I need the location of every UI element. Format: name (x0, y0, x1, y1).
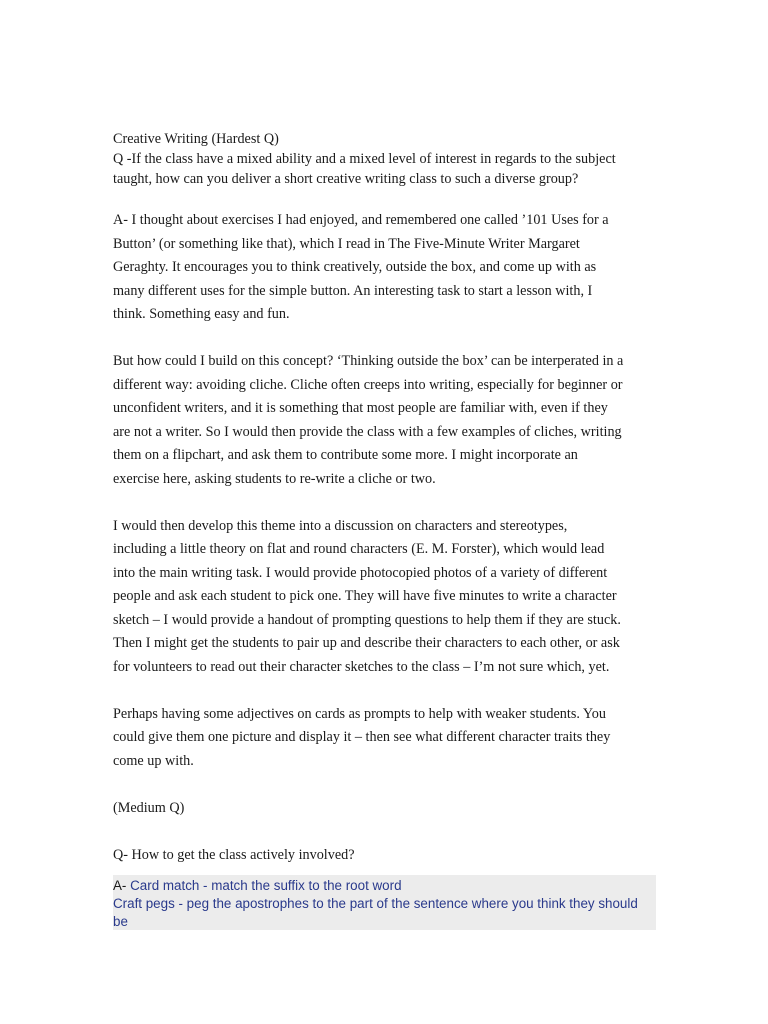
text-line: Button’ (or something like that), which I read in The Five-Minute Writer Margaret (113, 235, 580, 252)
text-line: exercise here, asking students to re-write a cliche or two. (113, 470, 436, 487)
text-line: into the main writing task. I would provide photocopied photos of a variety of different (113, 564, 608, 581)
text-line: unconfident writers, and it is something that most people are familiar with, even if they (113, 400, 608, 416)
document-body (113, 129, 658, 867)
text-line: many different uses for the simple button. An interesting task to start a lesson with, I (113, 282, 593, 299)
paragraph (113, 350, 658, 491)
text-line: A- I thought about exercises I had enjoyed, and remembered one called ’101 Uses for a (113, 212, 609, 228)
text-line: Then I might get the students to pair up and describe their characters to each other, or ask (113, 635, 620, 651)
paragraph (113, 515, 658, 680)
paragraph (113, 209, 658, 327)
section-heading (113, 797, 658, 821)
highlight-text: Card match - match the suffix to the root word (130, 878, 402, 893)
text-line: But how could I build on this concept? ‘Thinking outside the box’ can be interperated in a (113, 353, 624, 369)
text-line: sketch – I would provide a handout of prompting questions to help them if they are stuck. (113, 611, 621, 628)
text-line: them on a flipchart, and ask them to contribute some more. I might incorporate an (113, 447, 578, 463)
text-line: think. Something easy and fun. (113, 306, 290, 322)
question-line: taught, how can you deliver a short creative writing class to such a diverse group? (113, 171, 579, 187)
document-heading (113, 129, 658, 189)
text-line: come up with. (113, 752, 194, 769)
highlight-text: be (113, 914, 128, 929)
text-line: could give them one picture and display it – then see what different character traits they (113, 729, 611, 745)
text-line: for volunteers to read out their character sketches to the class – I’m not sure which, yet. (113, 658, 610, 675)
text-line: different way: avoiding cliche. Cliche often creeps into writing, especially for beginner or (113, 376, 623, 393)
answer-prefix: A- (113, 878, 131, 893)
paragraph (113, 703, 658, 774)
highlight-line (113, 913, 128, 931)
highlight-text: Craft pegs - peg the apostrophes to the part of the sentence where you think they should (113, 896, 638, 911)
text-line: I would then develop this theme into a discussion on characters and stereotypes, (113, 517, 568, 534)
text-line: including a little theory on flat and round characters (E. M. Forster), which would lead (113, 541, 605, 557)
document-title: Creative Writing (Hardest Q) (113, 131, 279, 147)
text-line: are not a writer. So I would then provide the class with a few examples of cliches, writing (113, 423, 622, 440)
question-line: Q -If the class have a mixed ability and a mixed level of interest in regards to the subject (113, 151, 616, 167)
text-line: (Medium Q) (113, 799, 185, 816)
text-line: Perhaps having some adjectives on cards as prompts to help with weaker students. You (113, 705, 606, 722)
highlight-line (113, 895, 638, 913)
text-line: Geraghty. It encourages you to think creatively, outside the box, and come up with as (113, 259, 597, 275)
highlight-line (113, 877, 402, 895)
question (113, 844, 658, 868)
text-line: people and ask each student to pick one. They will have five minutes to write a character (113, 588, 617, 604)
text-line: Q- How to get the class actively involved? (113, 846, 355, 863)
